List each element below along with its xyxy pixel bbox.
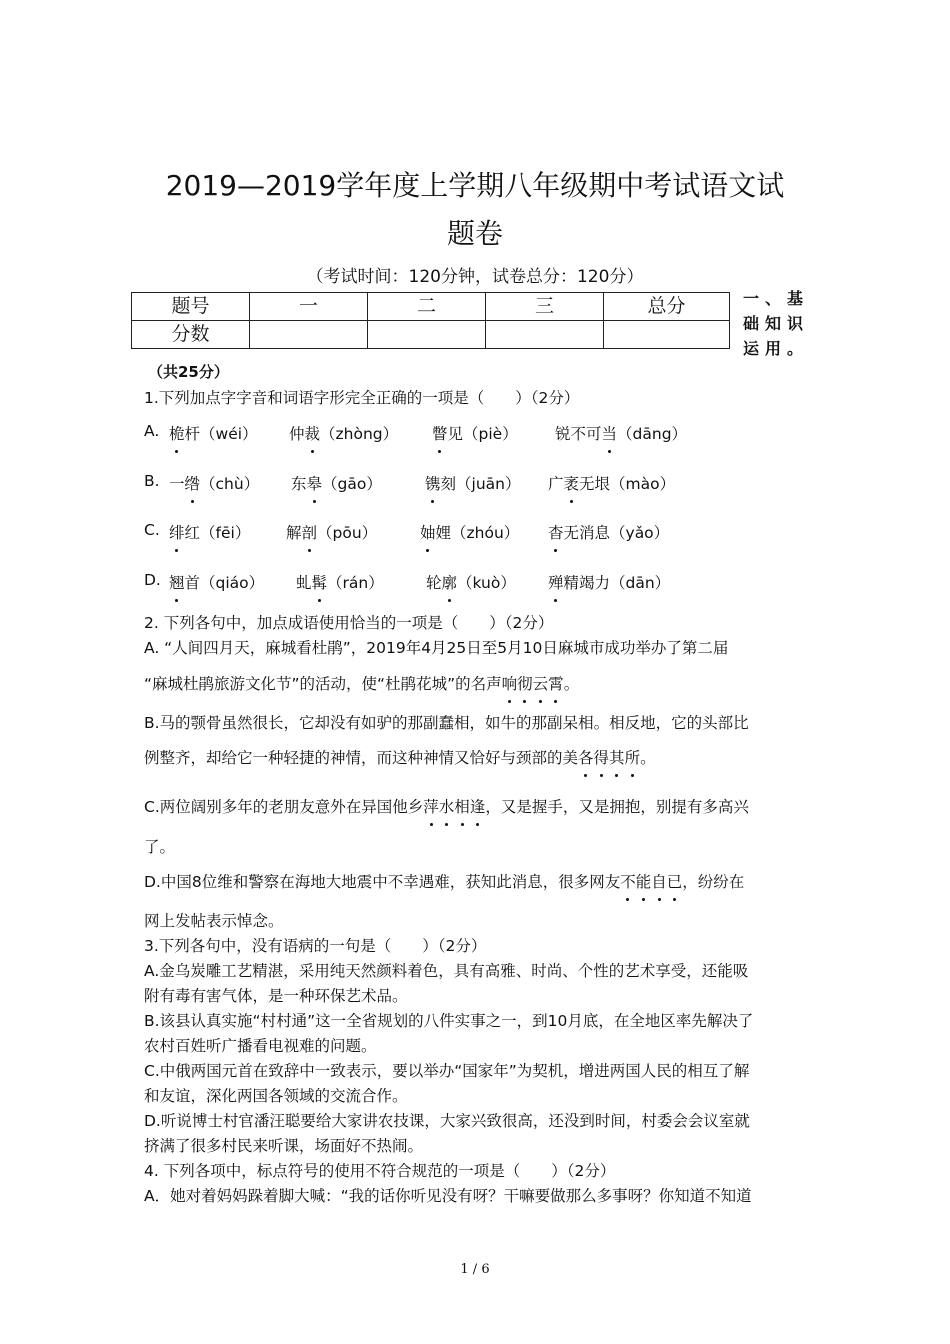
text-span: 首（qiáo） <box>184 574 265 592</box>
word-item <box>548 521 669 543</box>
dotted-char: 霄 <box>548 672 564 694</box>
exam-info: （考试时间：120分钟，试卷总分：120分） <box>306 267 644 287</box>
text-span: 虬 <box>296 574 312 592</box>
word-item <box>425 472 520 494</box>
word-item <box>420 521 519 543</box>
q2-stem: 2. 下列各句中，加点成语使用恰当的一项是（ ）（2分） <box>144 614 554 632</box>
title-line-2: 题卷 <box>446 217 503 250</box>
text-span: 娌（zhóu） <box>435 524 520 542</box>
text-span: D.中国8位维和警察在海地大地震中不幸遇难，获知此消息，很多网友 <box>144 873 621 891</box>
dotted-char: 袤 <box>564 472 580 494</box>
option-key: A. <box>144 422 160 440</box>
table-cell: 一 <box>250 293 368 321</box>
dotted-char: 桅 <box>169 422 185 444</box>
text-span: 刻（juān） <box>440 475 521 493</box>
dotted-char: 相 <box>454 795 470 817</box>
word-item <box>289 422 398 444</box>
q4-option-a-line1: A．她对着妈妈跺着脚大喊：“我的话你听见没有呀？干嘛要做那么多事呀？你知道不知道 <box>144 1187 752 1205</box>
score-table-header-row <box>132 293 730 321</box>
word-item <box>426 571 516 593</box>
q3-stem: 3.下列各句中，没有语病的一句是（ ）（2分） <box>144 937 487 955</box>
word-item <box>291 472 382 494</box>
score-input-cell <box>368 321 486 349</box>
table-cell: 分数 <box>132 321 250 349</box>
text-span: （pōu） <box>317 524 378 542</box>
text-span: （rán） <box>327 574 384 592</box>
q3-line: 附有毒有害气体，是一种环保艺术品。 <box>144 987 408 1005</box>
section-points: （共25分） <box>148 363 229 381</box>
text-span: 无消息（yǎo） <box>563 524 670 542</box>
dotted-char: 彻 <box>517 672 533 694</box>
word-item <box>169 472 259 494</box>
dotted-char: 已 <box>667 870 683 892</box>
dotted-char: 髯 <box>312 571 328 593</box>
option-key: B. <box>144 472 160 490</box>
text-span: 东 <box>291 475 307 493</box>
text-span: 。 <box>640 749 656 767</box>
dotted-char: 杳 <box>548 521 564 543</box>
q2-option-a-line1: A. “人间四月天，麻城看杜鹃”，2019年4月25日至5月10日麻城市成功举办了第二届 <box>144 639 729 657</box>
text-span: （zhòng） <box>320 425 399 443</box>
dotted-char: 能 <box>636 870 652 892</box>
dotted-idiom <box>423 798 485 816</box>
dotted-char: 绯 <box>169 521 185 543</box>
dotted-char: 响 <box>502 672 518 694</box>
q2-option-b-line1: B.马的颚骨虽然很长，它却没有如驴的那副蠢相，如牛的那副呆相。相反地，它的头部比 <box>144 714 749 732</box>
score-input-cell <box>486 321 604 349</box>
section-heading: 一、基础知识运用。 <box>743 289 810 358</box>
text-span: 见（piè） <box>447 425 518 443</box>
dotted-char: 皋 <box>307 472 323 494</box>
text-span: C.两位阔别多年的老朋友意外在异国他乡 <box>144 798 424 816</box>
q3-line: 农村百姓听广播看电视难的问题。 <box>144 1037 377 1055</box>
text-span: （dāng） <box>617 425 688 443</box>
dotted-char: 剖 <box>302 521 318 543</box>
score-table-score-row <box>132 321 730 349</box>
text-span: 广 <box>548 475 564 493</box>
q3-line: 挤满了很多村民来听课，场面好不热闹。 <box>144 1137 424 1155</box>
q2-option-d-line2: 网上发帖表示悼念。 <box>144 912 284 930</box>
dotted-char: 云 <box>533 672 549 694</box>
dotted-char: 妯 <box>420 521 436 543</box>
text-span: 一 <box>169 475 185 493</box>
text-span: ，又是握手，又是拥抱，别提有多高兴 <box>485 798 749 816</box>
text-span: 无垠（mào） <box>579 475 676 493</box>
option-key: D. <box>144 571 161 589</box>
title-line-1: 2019—2019学年度上学期八年级期中考试语文试 <box>165 169 785 202</box>
dotted-idiom <box>620 873 682 891</box>
dotted-idiom <box>578 749 640 767</box>
dotted-char: 自 <box>651 870 667 892</box>
q1-option-a <box>144 422 688 443</box>
score-input-cell <box>250 321 368 349</box>
dotted-char: 绺 <box>185 472 201 494</box>
text-span: 仲 <box>289 425 305 443</box>
dotted-char: 逢 <box>470 795 486 817</box>
q2-option-d-line1 <box>144 870 744 892</box>
table-cell: 三 <box>486 293 604 321</box>
word-item <box>169 521 250 543</box>
dotted-char: 水 <box>439 795 455 817</box>
q3-line: B.该县认真实施“村村通”这一全省规划的八件实事之一，到10月底，在全地区率先解决了 <box>144 1012 754 1030</box>
dotted-char: 殚 <box>548 571 564 593</box>
word-item <box>432 422 518 444</box>
q3-line: A.金乌炭雕工艺精湛，采用纯天然颜料着色，具有高雅、时尚、个性的艺术享受，还能吸 <box>144 962 749 980</box>
text-span: 红（fēi） <box>184 524 251 542</box>
dotted-char: 萍 <box>423 795 439 817</box>
dotted-idiom <box>502 675 564 693</box>
text-span: 轮 <box>426 574 442 592</box>
table-cell: 总分 <box>604 293 730 321</box>
word-item <box>548 472 675 494</box>
text-span: 杆（wéi） <box>184 425 258 443</box>
text-span: （gāo） <box>322 475 382 493</box>
text-span: 。 <box>563 675 580 693</box>
text-span: “麻城杜鹃旅游文化节”的活动，使“杜鹃花城”的名声 <box>144 675 502 693</box>
word-item <box>555 422 687 444</box>
word-item <box>169 422 258 444</box>
page-number: 1 / 6 <box>460 1262 490 1277</box>
text-span: ，纷纷在 <box>682 873 745 891</box>
dotted-char: 其 <box>609 746 625 768</box>
q3-line: D.听说博士村官潘汪聪要给大家讲农技课，大家兴致很高，还没到时间，村委会会议室就 <box>144 1112 750 1130</box>
dotted-char: 各 <box>578 746 594 768</box>
dotted-char: 不 <box>620 870 636 892</box>
dotted-char: 镌 <box>425 472 441 494</box>
text-span: 解 <box>286 524 302 542</box>
score-table <box>131 292 730 349</box>
q4-stem: 4. 下列各项中，标点符号的使用不符合规范的一项是（ ）（2分） <box>144 1162 616 1180</box>
table-cell: 题号 <box>132 293 250 321</box>
word-item <box>169 571 264 593</box>
dotted-char: 翘 <box>169 571 185 593</box>
option-key: C. <box>144 521 160 539</box>
text-span: （chù） <box>200 475 260 493</box>
text-span: （kuò） <box>457 574 516 592</box>
dotted-char: 得 <box>594 746 610 768</box>
q1-option-b <box>144 472 676 493</box>
q2-option-b-line2 <box>144 746 656 768</box>
q2-option-a-line2 <box>144 672 579 694</box>
q2-option-c-line2: 了。 <box>144 838 176 856</box>
q1-option-c <box>144 521 670 542</box>
table-cell: 二 <box>368 293 486 321</box>
q2-option-c-line1 <box>144 795 749 817</box>
dotted-char: 瞥 <box>432 422 448 444</box>
text-span: 例整齐，却给它一种轻捷的神情，而这种神情又恰好与颈部的美 <box>144 749 579 767</box>
q3-line: C.中俄两国元首在致辞中一致表示，要以举办“国家年”为契机，增进两国人民的相互了解 <box>144 1062 750 1080</box>
q1-option-d <box>144 571 671 592</box>
score-input-cell <box>604 321 730 349</box>
word-item <box>548 571 670 593</box>
text-span: 精竭力（dān） <box>563 574 671 592</box>
word-item <box>296 571 384 593</box>
q1-stem: 1.下列加点字字音和词语字形完全正确的一项是（ ）（2分） <box>144 389 580 407</box>
q3-line: 和友谊，深化两国各领域的交流合作。 <box>144 1087 408 1105</box>
dotted-char: 所 <box>625 746 641 768</box>
word-item <box>286 521 377 543</box>
dotted-char: 当 <box>602 422 618 444</box>
dotted-char: 廓 <box>442 571 458 593</box>
dotted-char: 裁 <box>305 422 321 444</box>
text-span: 锐不可 <box>555 425 602 443</box>
